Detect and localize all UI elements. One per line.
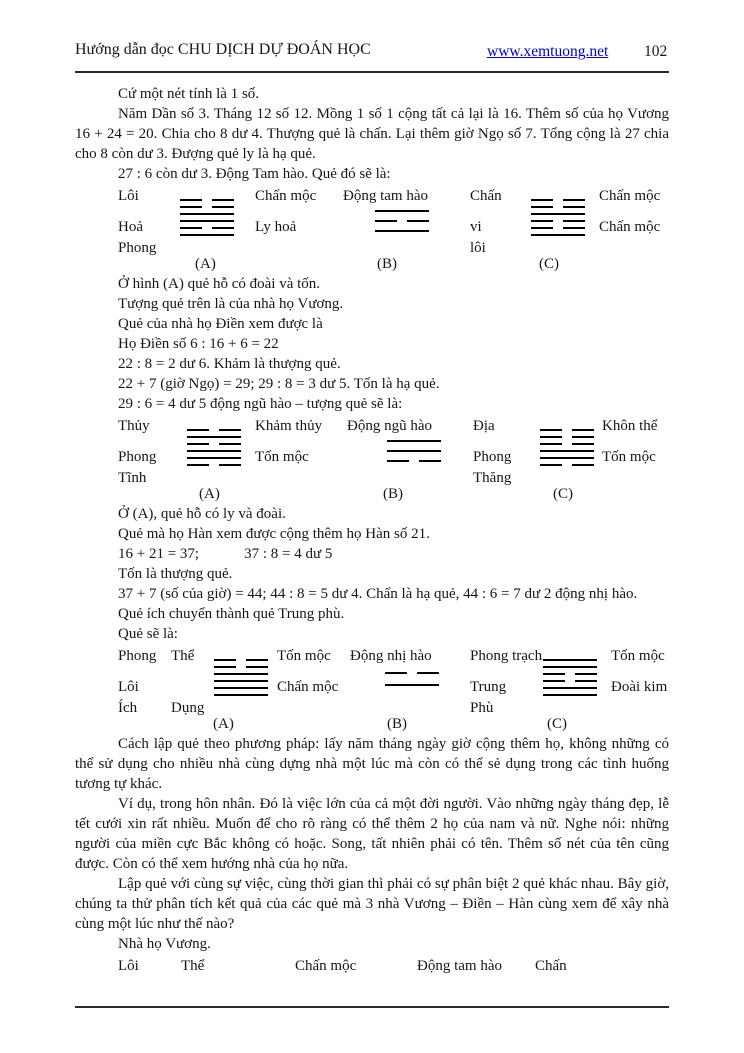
d2-mid-label-3: Thăng [473, 470, 512, 486]
d3-mid-label-2: Trung [470, 679, 507, 695]
d3-hexagram-a [214, 659, 268, 701]
footer-rule [75, 1006, 669, 1008]
d3-mid-label-3: Phù [470, 700, 494, 716]
d2-c-trigram-label-1: Khôn thể [602, 418, 658, 434]
block2-line-1: Ở hình (A) quẻ hỗ có đoài và tốn. [118, 276, 321, 292]
d1-caption-a: (A) [195, 256, 216, 272]
d1-mid-label-3: lôi [470, 240, 486, 256]
header-rule [75, 71, 669, 73]
d2-moving-line-title: Động ngũ hào [347, 418, 432, 434]
d1-caption-c: (C) [539, 256, 559, 272]
d3-a-trigram-label-1: Tốn mộc [277, 648, 331, 664]
d1-left-label-3: Phong [118, 240, 157, 256]
d1-c-trigram-label-1: Chấn mộc [599, 188, 661, 204]
block2-line-4: Họ Điền số 6 : 16 + 6 = 22 [118, 336, 279, 352]
page-title: Hướng dẫn đọc CHU DỊCH DỰ ĐOÁN HỌC [75, 41, 371, 58]
website-link[interactable]: www.xemtuong.net [487, 43, 609, 60]
d2-hexagram-c [540, 429, 594, 471]
hexagram-diagram-3 [75, 644, 669, 734]
d1-c-trigram-label-2: Chấn mộc [599, 219, 661, 235]
closing-paragraph-2: Ví dụ, trong hôn nhân. Đó là việc lớn của cả một đời người. Vào những ngày tháng đẹp, lễ tết cưới xin rất nhiều. Muốn để cho rõ ràng có thể thêm 2 họ của nam và nữ. Nghe nói: những người của miền cực Bắc không có hoặc. Song, tất nhiên phải có tên. Thêm số nét của tên cũng được. Còn có thể xem hướng nhà của họ nữa. [75, 796, 669, 872]
page-number: 102 [644, 43, 668, 60]
d3-c-trigram-label-1: Tốn mộc [611, 648, 665, 664]
d3-moving-line-title: Động nhị hào [350, 648, 432, 664]
d3-a-trigram-label-2: Chấn mộc [277, 679, 339, 695]
d1-mid-label-1: Chấn [470, 188, 502, 204]
d3-hexagram-c [543, 659, 597, 701]
intro-paragraph-2: Năm Dần số 3. Tháng 12 số 12. Mồng 1 số 1 cộng tất cả lại là 16. Thêm số của họ Vương 16 + 24 = 20. Chia cho 8 dư 4. Thượng quẻ là chấn. Lại thêm giờ Ngọ số 7. Tổng cộng là 27 chia cho 8 còn dư 3. Đượng quẻ ly là hạ quẻ. [75, 106, 669, 162]
body-content [75, 84, 669, 978]
d3-mid-label-1: Phong trạch [470, 648, 543, 664]
closing-paragraph-1: Cách lập quẻ theo phương pháp: lấy năm tháng ngày giờ cộng thêm họ, không những có thể sử dụng cho nhiều nhà cùng dựng nhà một lúc mà còn có thể sẻ dụng trong các tình huống tương tự khác. [75, 736, 669, 792]
hexagram-diagram-1 [75, 184, 669, 274]
d2-a-trigram-label-1: Khảm thủy [255, 418, 323, 434]
block2-line-6: 22 + 7 (giờ Ngọ) = 29; 29 : 8 = 3 dư 5. Tốn là hạ quẻ. [118, 376, 440, 392]
block3-line-2: Quẻ mà họ Hàn xem được cộng thêm họ Hàn số 21. [118, 526, 430, 542]
d3-left-label-3: Ích [118, 700, 138, 716]
d3-caption-a: (A) [213, 716, 234, 732]
block3-line-7: Quẻ sẽ là: [118, 626, 178, 642]
block3-line-6: Quẻ ích chuyển thành quẻ Trung phù. [118, 606, 345, 622]
d1-mid-label-2: vi [470, 219, 482, 235]
bottom-label-chan: Chấn [535, 958, 567, 974]
d3-left-label-dung: Dụng [171, 700, 205, 716]
d1-moving-line-title: Động tam hào [343, 188, 428, 204]
d2-a-trigram-label-2: Tốn mộc [255, 449, 309, 465]
d2-mid-label-1: Địa [473, 418, 495, 434]
d3-caption-b: (B) [387, 716, 407, 732]
block3-line-1: Ở (A), quẻ hỗ có ly và đoài. [118, 506, 286, 522]
d2-left-label-2: Phong [118, 449, 157, 465]
d2-left-label-3: Tĩnh [118, 470, 147, 486]
d1-caption-b: (B) [377, 256, 397, 272]
intro-line-1: Cứ một nét tính là 1 số. [118, 86, 260, 102]
d2-c-trigram-label-2: Tốn mộc [602, 449, 656, 465]
bottom-label-loi: Lôi [118, 958, 139, 974]
d2-left-label-1: Thủy [118, 418, 150, 434]
d1-left-label-2: Hoả [118, 219, 143, 235]
d2-caption-c: (C) [553, 486, 573, 502]
d3-caption-c: (C) [547, 716, 567, 732]
block2-line-7: 29 : 6 = 4 dư 5 động ngũ hào – tượng quẻ sẽ là: [118, 396, 403, 412]
bottom-label-the: Thể [181, 958, 205, 974]
d1-trigram-b [375, 210, 429, 240]
block2-line-2: Tượng quẻ trên là của nhà họ Vương. [118, 296, 344, 312]
block2-line-3: Quẻ của nhà họ Điền xem được là [118, 316, 323, 332]
d2-hexagram-a [187, 429, 241, 471]
d2-trigram-b [387, 440, 441, 470]
closing-line-4: Nhà họ Vương. [118, 936, 211, 952]
bottom-diagram-header-row [75, 954, 669, 978]
bottom-label-dong-tam-hao: Động tam hào [417, 958, 502, 974]
d2-caption-a: (A) [199, 486, 220, 502]
block3-line-3: 16 + 21 = 37; 37 : 8 = 4 dư 5 [118, 546, 333, 562]
d1-hexagram-a [180, 199, 234, 241]
d3-trigram-b [385, 672, 439, 696]
hexagram-diagram-2 [75, 414, 669, 504]
intro-line-3: 27 : 6 còn dư 3. Động Tam hào. Quẻ đó sẽ là: [118, 166, 391, 182]
block3-line-4: Tốn là thượng quẻ. [118, 566, 233, 582]
d1-left-label-1: Lôi [118, 188, 139, 204]
d1-hexagram-c [531, 199, 585, 241]
block2-line-5: 22 : 8 = 2 dư 6. Khảm là thượng quẻ. [118, 356, 341, 372]
closing-paragraph-3: Lập quẻ với cùng sự việc, cùng thời gian thì phải có sự phân biệt 2 quẻ khác nhau. Bây giờ, chúng ta thử phân tích kết quả của các quẻ mà 3 nhà Vương – Điền – Hàn cùng xem để xây nhà cùng một lúc như thế nào? [75, 876, 669, 932]
d3-left-label-1: Phong [118, 648, 157, 664]
bottom-label-chan-moc: Chấn mộc [295, 958, 357, 974]
d1-a-trigram-label-2: Ly hoả [255, 219, 297, 235]
d2-mid-label-2: Phong [473, 449, 512, 465]
d2-caption-b: (B) [383, 486, 403, 502]
block3-line-5: 37 + 7 (số của giờ) = 44; 44 : 8 = 5 dư 4. Chấn là hạ quẻ, 44 : 6 = 7 dư 2 động nhị hào. [118, 586, 638, 602]
d3-left-label-2: Lôi [118, 679, 139, 695]
d3-left-label-the: Thể [171, 648, 195, 664]
d3-c-trigram-label-2: Đoài kim [611, 679, 668, 695]
d1-a-trigram-label-1: Chấn mộc [255, 188, 317, 204]
